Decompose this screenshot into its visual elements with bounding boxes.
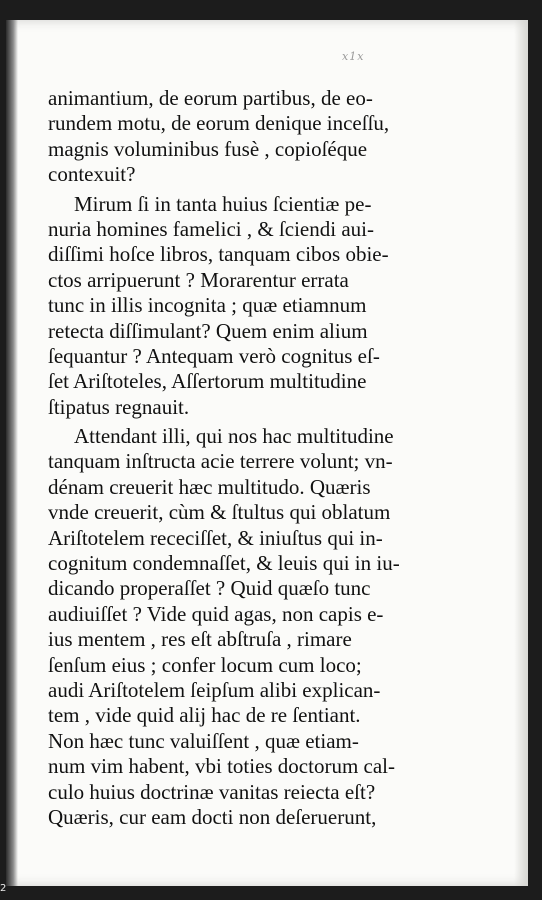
text-line: animantium, de eorum partibus, de eo- — [48, 86, 373, 110]
text-line: num vim habent, vbi toties doctorum cal- — [48, 754, 396, 779]
latin-text-block — [48, 86, 428, 830]
handwritten-folio-mark: x1x — [342, 50, 365, 63]
text-line: Quæris, cur eam docti non deſeruerunt, — [48, 804, 377, 829]
text-line: ius mentem , res eſt abſtruſa , rimare — [48, 627, 352, 652]
text-line: magnis voluminibus fusè , copioſéque — [48, 136, 368, 161]
edge-mark: 2 — [0, 883, 7, 894]
book-gutter-shadow — [6, 20, 18, 886]
text-line: ſequantur ? Antequam verò cognitus eſ- — [48, 343, 380, 368]
text-line: cognitum condemnaſſet, & leuis qui in iu- — [48, 551, 400, 576]
text-line: nuria homines famelici , & ſciendi aui- — [48, 216, 374, 241]
text-line: Ariſtotelem receciſſet, & iniuſtus qui in- — [48, 525, 383, 550]
text-line: tem , vide quid alij hac de re ſentiant. — [48, 703, 361, 728]
page-edge-shading — [514, 20, 528, 886]
text-line: ſenſum eius ; confer locum cum loco; — [48, 652, 362, 677]
text-line: Non hæc tunc valuiſſent , quæ etiam- — [48, 728, 359, 753]
text-line: dénam creuerit hæc multitudo. Quæris — [48, 474, 371, 499]
text-line: diſſimi hoſce libros, tanquam cibos obie- — [48, 242, 389, 267]
text-line: ſet Ariſtoteles, Aſſertorum multitudine — [48, 369, 367, 394]
text-line: audiuiſſet ? Vide quid agas, non capis e- — [48, 601, 384, 626]
text-line: rundem motu, de eorum denique inceſſu, — [48, 111, 390, 136]
text-line: ſtipatus regnauit. — [48, 394, 190, 419]
text-line: retecta diſſimulant? Quem enim alium — [48, 318, 368, 343]
text-line: audi Ariſtotelem ſeipſum alibi explican- — [48, 677, 381, 702]
text-line: Mirum ſi in tanta huius ſcientiæ pe- — [74, 191, 372, 216]
text-line: Attendant illi, qui nos hac multitudine — [74, 424, 394, 449]
text-line: vnde creuerit, cùm & ſtultus qui oblatum — [48, 500, 391, 525]
paper-page — [6, 20, 528, 886]
text-line: culo huius doctrinæ vanitas reiecta eſt? — [48, 779, 376, 804]
text-line: contexuit? — [48, 162, 136, 187]
text-line: dicando properaſſet ? Quid quæſo tunc — [48, 576, 371, 601]
text-line: ctos arripuerunt ? Morarentur errata — [48, 267, 349, 292]
text-line: tunc in illis incognita ; quæ etiamnum — [48, 293, 367, 318]
text-line: tanquam inſtructa acie terrere volunt; vn- — [48, 449, 393, 474]
